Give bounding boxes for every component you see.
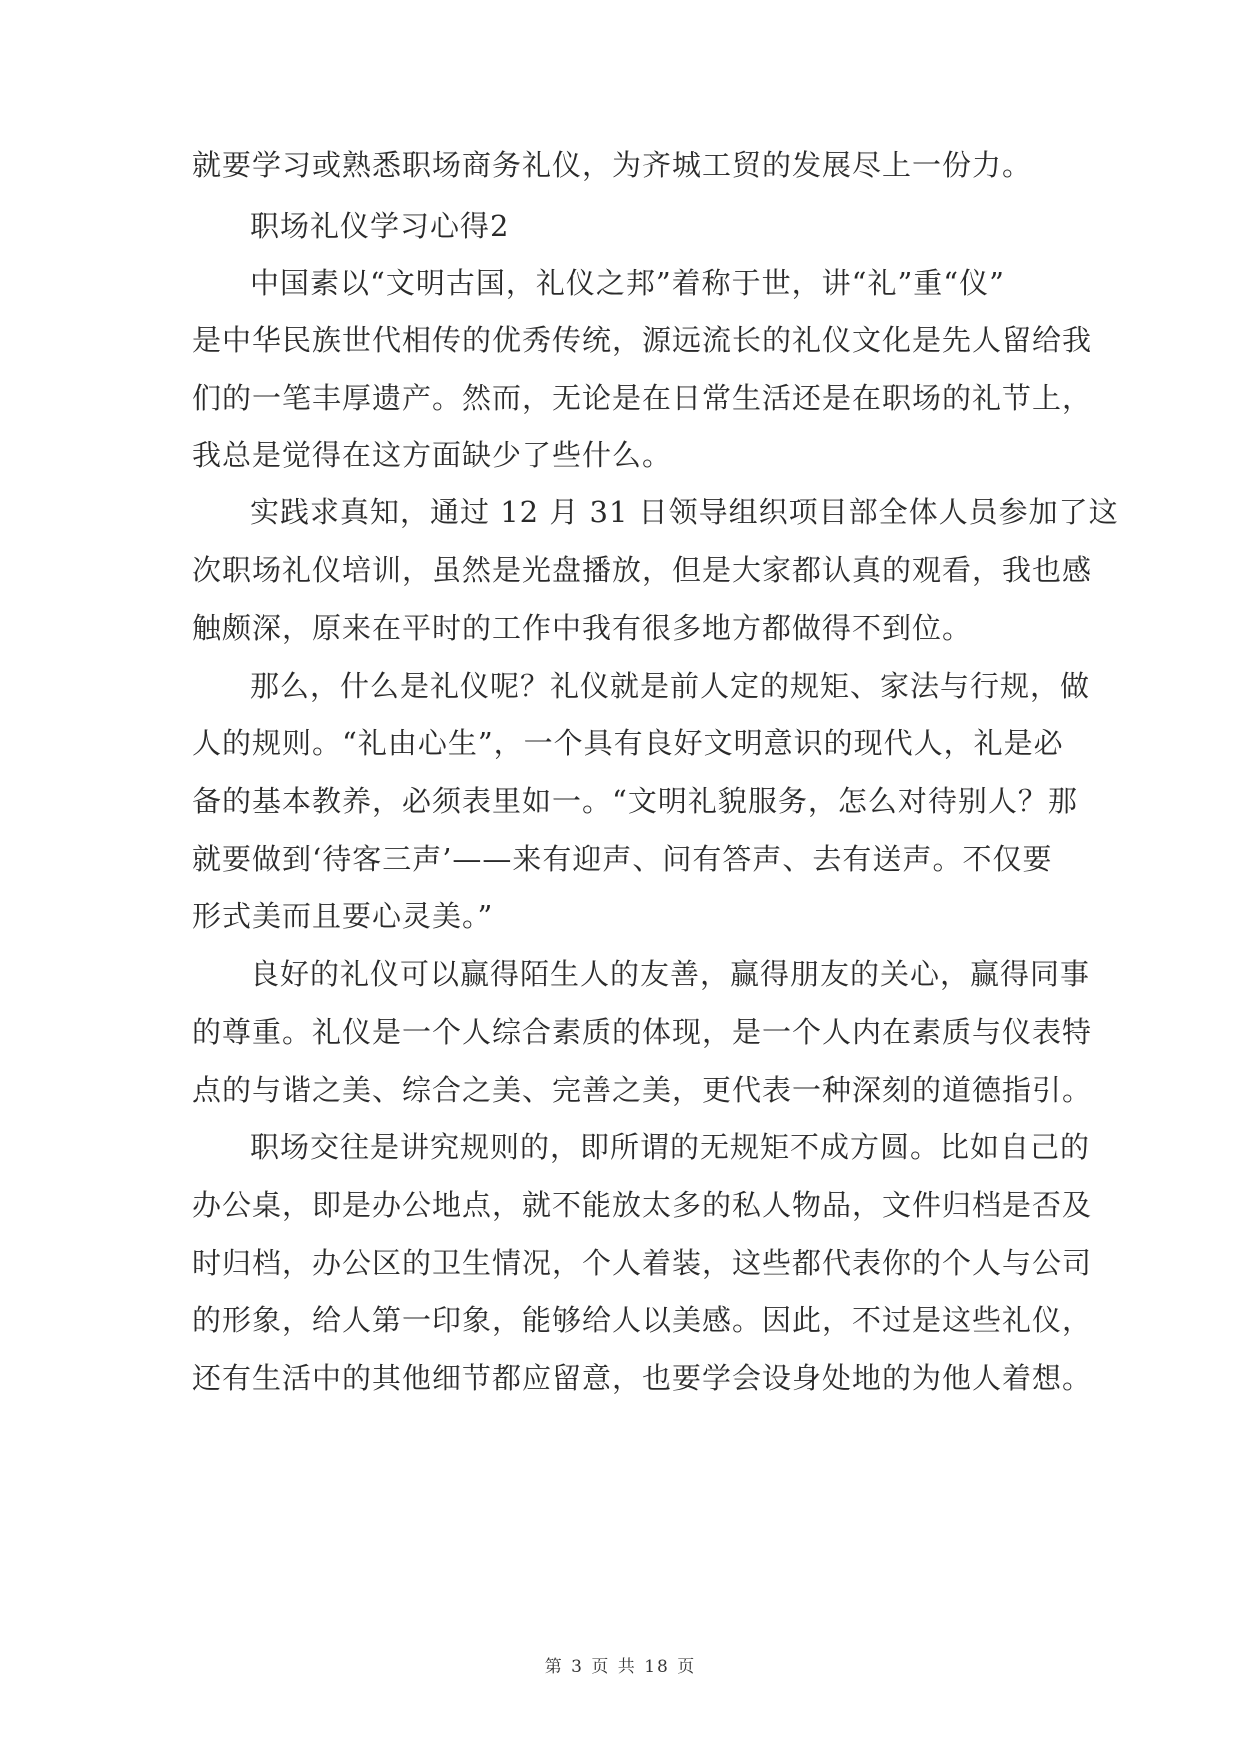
text-line: 我总是觉得在这方面缺少了些什么。	[192, 438, 673, 472]
text-line: 点的与谐之美、综合之美、完善之美，更代表一种深刻的道德指引。	[192, 1073, 1093, 1107]
text-line: 实践求真知，通过 12 月 31 日领导组织项目部全体人员参加了这	[250, 495, 1119, 529]
text-line: 职场交往是讲究规则的，即所谓的无规矩不成方圆。比如自己的	[250, 1130, 1091, 1164]
section-heading: 职场礼仪学习心得2	[250, 209, 510, 243]
text-line: 就要做到‘待客三声’——来有迎声、问有答声、去有送声。不仅要	[192, 842, 1053, 876]
text-line: 那么，什么是礼仪呢？礼仪就是前人定的规矩、家法与行规，做	[250, 669, 1091, 703]
text-line: 时归档，办公区的卫生情况，个人着装，这些都代表你的个人与公司	[192, 1246, 1093, 1280]
text-line: 的形象，给人第一印象，能够给人以美感。因此，不过是这些礼仪，	[192, 1303, 1093, 1337]
text-line: 中国素以“文明古国，礼仪之邦”着称于世，讲“礼”重“仪”	[250, 266, 1005, 300]
text-line: 次职场礼仪培训，虽然是光盘播放，但是大家都认真的观看，我也感	[192, 553, 1093, 587]
text-line: 还有生活中的其他细节都应留意，也要学会设身处地的为他人着想。	[192, 1361, 1093, 1395]
text-line: 备的基本教养，必须表里如一。“文明礼貌服务，怎么对待别人？那	[192, 784, 1078, 818]
text-line: 触颇深，原来在平时的工作中我有很多地方都做得不到位。	[192, 611, 973, 645]
text-line: 办公桌，即是办公地点，就不能放太多的私人物品，文件归档是否及	[192, 1188, 1093, 1222]
page-number: 第 3 页 共 18 页	[544, 1657, 697, 1677]
text-line: 形式美而且要心灵美。”	[192, 899, 494, 933]
text-line: 是中华民族世代相传的优秀传统，源远流长的礼仪文化是先人留给我	[192, 323, 1093, 357]
text-line: 良好的礼仪可以赢得陌生人的友善，赢得朋友的关心，赢得同事	[250, 957, 1091, 991]
text-line: 的尊重。礼仪是一个人综合素质的体现，是一个人内在素质与仪表特	[192, 1015, 1093, 1049]
text-line: 们的一笔丰厚遗产。然而，无论是在日常生活还是在职场的礼节上，	[192, 381, 1093, 415]
text-line: 就要学习或熟悉职场商务礼仪，为齐城工贸的发展尽上一份力。	[192, 148, 1033, 182]
text-line: 人的规则。“礼由心生”，一个具有良好文明意识的现代人，礼是必	[192, 726, 1064, 760]
